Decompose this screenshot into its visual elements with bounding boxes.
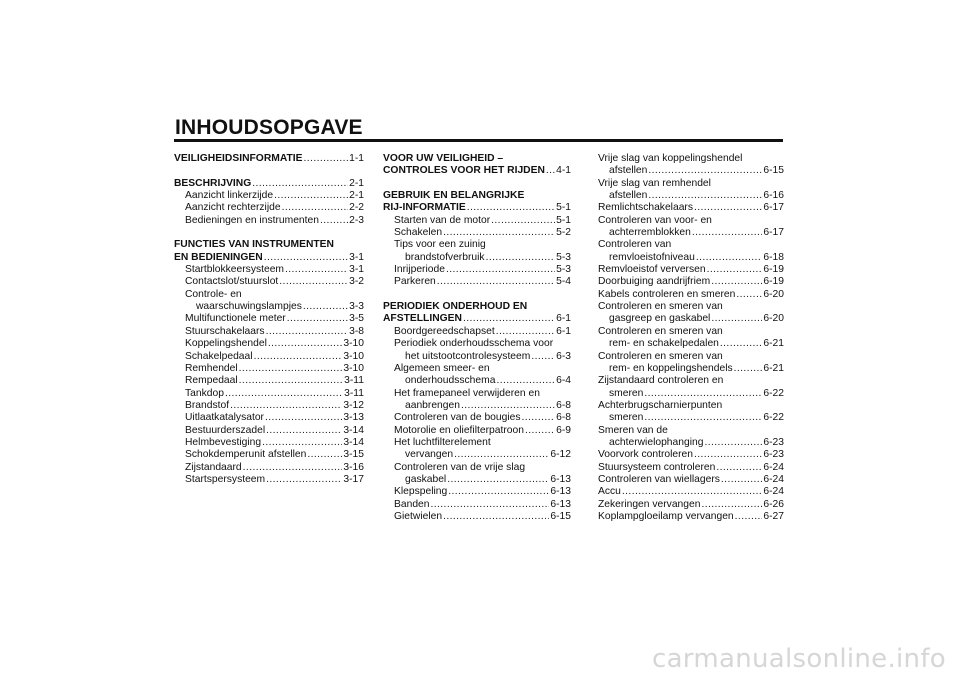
toc-entry-label: Contactslot/stuurslot xyxy=(185,276,279,288)
toc-entry-label: BESCHRIJVING xyxy=(174,177,252,189)
toc-entry[interactable] xyxy=(598,486,784,498)
toc-entry-label: Parkeren xyxy=(394,276,436,288)
toc-section-heading: VOOR UW VEILIGHEID – xyxy=(383,153,504,164)
toc-page-number: 6-15 xyxy=(763,165,784,177)
toc-page-number: 3-2 xyxy=(349,276,364,288)
toc-entry[interactable] xyxy=(174,351,364,363)
dot-leader xyxy=(736,289,762,301)
toc-entry-label: Multifunctionele meter xyxy=(185,313,286,325)
toc-column-3 xyxy=(598,153,784,523)
dot-leader xyxy=(711,276,762,288)
toc-entry[interactable] xyxy=(598,474,784,486)
toc-entry[interactable] xyxy=(383,486,571,498)
toc-text-line: Controleren en smeren van xyxy=(598,301,723,313)
toc-entry[interactable] xyxy=(598,202,784,214)
toc-entry[interactable] xyxy=(598,449,784,461)
toc-entry-label: Motorolie en oliefilterpatroon xyxy=(394,424,524,436)
dot-leader xyxy=(461,400,555,412)
toc-entry[interactable] xyxy=(174,264,364,276)
toc-entry-label: Banden xyxy=(394,498,430,510)
toc-entry[interactable] xyxy=(598,511,784,523)
dot-leader xyxy=(265,412,342,424)
toc-page-number: 6-8 xyxy=(556,412,571,424)
dot-leader xyxy=(491,215,555,227)
toc-page-number: 6-15 xyxy=(550,510,571,522)
toc-entry[interactable] xyxy=(174,375,364,387)
toc-page-number: 3-11 xyxy=(344,387,364,399)
toc-page-number: 5-1 xyxy=(556,202,571,214)
toc-page-number: 3-10 xyxy=(343,362,364,374)
toc-text-line: Controleren van voor- en xyxy=(598,214,712,226)
toc-entry[interactable] xyxy=(598,227,784,239)
dot-leader xyxy=(525,425,555,437)
toc-entry[interactable] xyxy=(598,499,784,511)
dot-leader xyxy=(304,153,349,165)
dot-leader xyxy=(274,190,348,202)
toc-entry[interactable] xyxy=(174,190,364,202)
toc-page-number: 6-18 xyxy=(763,251,784,263)
toc-entry-label: smeren xyxy=(609,412,644,424)
toc-entry-label: Helmbevestiging xyxy=(185,436,262,448)
toc-entry[interactable] xyxy=(598,165,784,177)
toc-entry[interactable] xyxy=(174,202,364,214)
toc-page-number: 3-5 xyxy=(349,313,364,325)
toc-entry-label: waarschuwingslampjes xyxy=(196,301,302,313)
dot-leader xyxy=(486,252,556,264)
dot-leader xyxy=(496,375,555,387)
section-gap xyxy=(174,165,364,177)
toc-entry-label: Uitlaatkatalysator xyxy=(185,412,264,424)
toc-text-line: Controleren van xyxy=(598,239,672,251)
toc-page-number: 6-16 xyxy=(763,190,784,202)
toc-page-number: 3-3 xyxy=(349,301,364,313)
toc-entry-label: Zijstandaard xyxy=(185,461,242,473)
dot-leader xyxy=(644,412,762,424)
toc-page-number: 2-1 xyxy=(349,177,364,189)
toc-entry-label: CONTROLES VOOR HET RIJDEN xyxy=(383,165,545,177)
dot-leader xyxy=(454,449,549,461)
toc-text-line: Algemeen smeer- en xyxy=(394,362,490,374)
toc-page-number: 6-1 xyxy=(556,313,571,325)
toc-page-number: 6-12 xyxy=(550,449,571,461)
toc-entry-label: Remlichtschakelaars xyxy=(598,202,693,214)
toc-entry[interactable] xyxy=(174,276,364,288)
toc-section-entry[interactable] xyxy=(383,165,571,177)
toc-entry-label: Aanzicht rechterzijde xyxy=(185,202,281,214)
dot-leader xyxy=(448,486,549,498)
dot-leader xyxy=(443,227,555,239)
toc-page-number: 5-3 xyxy=(556,264,571,276)
toc-entry[interactable] xyxy=(174,400,364,412)
toc-entry-label: Starten van de motor xyxy=(394,214,491,226)
dot-leader xyxy=(463,313,555,325)
toc-entry-label: Doorbuiging aandrijfriem xyxy=(598,276,711,288)
dot-leader xyxy=(230,400,342,412)
toc-entry-label: Aanzicht linkerzijde xyxy=(185,190,274,202)
toc-entry[interactable] xyxy=(174,462,364,474)
toc-entry[interactable] xyxy=(598,264,784,276)
toc-text-line: Smeren van de xyxy=(598,424,668,436)
dot-leader xyxy=(644,388,762,400)
toc-page-number: 5-4 xyxy=(556,276,571,288)
dot-leader xyxy=(704,437,762,449)
toc-page-number: 6-26 xyxy=(763,498,784,510)
toc-page-number: 3-14 xyxy=(343,424,364,436)
toc-page-number: 5-3 xyxy=(556,251,571,263)
dot-leader xyxy=(320,215,348,227)
toc-page-number: 6-13 xyxy=(550,473,571,485)
toc-entry-label: Schakelpedaal xyxy=(185,350,253,362)
toc-entry-label: EN BEDIENINGEN xyxy=(174,251,263,263)
toc-page-number: 6-24 xyxy=(763,461,784,473)
dot-leader xyxy=(648,190,762,202)
toc-page-number: 6-23 xyxy=(763,449,784,461)
toc-entry-label: remvloeistofniveau xyxy=(609,251,695,263)
toc-entry-label: Stuursysteem controleren xyxy=(598,461,716,473)
toc-page-number: 3-14 xyxy=(343,436,364,448)
toc-section-heading: PERIODIEK ONDERHOUD EN xyxy=(383,301,528,313)
dot-leader xyxy=(692,227,763,239)
toc-text-line: Zijstandaard controleren en xyxy=(598,375,724,387)
toc-text-line: Vrije slag van remhendel xyxy=(598,177,711,189)
dot-leader xyxy=(287,313,348,325)
dot-leader xyxy=(707,264,763,276)
toc-entry[interactable] xyxy=(383,375,571,387)
toc-text-line: Het luchtfilterelement xyxy=(394,436,491,448)
toc-page-number: 6-8 xyxy=(556,399,571,411)
toc-page-number: 3-1 xyxy=(349,264,364,276)
toc-text-line: Controleren en smeren van xyxy=(598,325,723,337)
toc-text-line: Controleren en smeren van xyxy=(598,350,723,362)
toc-page-number: 6-27 xyxy=(763,510,784,522)
toc-page-number: 3-16 xyxy=(343,461,364,473)
toc-entry-label: Boordgereedschapset xyxy=(394,325,495,337)
dot-leader xyxy=(239,375,343,387)
toc-entry[interactable] xyxy=(598,338,784,350)
toc-page-number: 6-21 xyxy=(763,338,784,350)
dot-leader xyxy=(721,474,762,486)
toc-entry-label: Startblokkeersysteem xyxy=(185,264,285,276)
toc-entry-label: Remhendel xyxy=(185,362,238,374)
toc-entry[interactable] xyxy=(383,425,571,437)
toc-entry[interactable] xyxy=(383,400,571,412)
toc-text-line: Periodiek onderhoudsschema voor xyxy=(394,338,554,350)
toc-text-line: Achterbrugscharnierpunten xyxy=(598,399,723,411)
toc-page-number: 6-21 xyxy=(763,362,784,374)
toc-entry[interactable] xyxy=(174,313,364,325)
dot-leader xyxy=(307,449,342,461)
toc-entry-label: Koppelingshendel xyxy=(185,338,267,350)
toc-page-number: 5-2 xyxy=(556,227,571,239)
toc-entry[interactable] xyxy=(598,388,784,400)
toc-entry-label: Koplampgloeilamp vervangen xyxy=(598,510,734,522)
dot-leader xyxy=(254,351,343,363)
toc-page-number: 2-3 xyxy=(349,214,364,226)
toc-section-entry[interactable] xyxy=(174,252,364,264)
toc-entry-label: het uitstootcontrolesysteem xyxy=(405,350,531,362)
dot-leader xyxy=(266,326,349,338)
dot-leader xyxy=(446,264,555,276)
dot-leader xyxy=(264,252,348,264)
dot-leader xyxy=(716,462,762,474)
toc-entry[interactable] xyxy=(383,449,571,461)
toc-page-number: 2-1 xyxy=(349,190,364,202)
toc-entry-label: brandstofverbruik xyxy=(405,251,485,263)
dot-leader xyxy=(431,499,550,511)
toc-entry[interactable] xyxy=(598,437,784,449)
toc-entry-label: Inrijperiode xyxy=(394,264,445,276)
toc-entry-label: RIJ-INFORMATIE xyxy=(383,202,466,214)
dot-leader xyxy=(268,338,343,350)
toc-page-number: 3-15 xyxy=(343,449,364,461)
toc-page-number: 3-10 xyxy=(343,338,364,350)
toc-entry[interactable] xyxy=(383,215,571,227)
title-underline xyxy=(174,139,783,142)
toc-page-number: 6-17 xyxy=(763,227,784,239)
dot-leader xyxy=(266,425,342,437)
toc-page-number: 2-2 xyxy=(349,202,364,214)
dot-leader xyxy=(239,363,343,375)
toc-entry[interactable] xyxy=(383,264,571,276)
toc-entry[interactable] xyxy=(383,499,571,511)
toc-text-line: Controleren van de vrije slag xyxy=(394,461,526,473)
toc-column-2 xyxy=(383,153,571,523)
toc-section-entry[interactable] xyxy=(383,313,571,325)
toc-entry[interactable] xyxy=(598,412,784,424)
toc-entry-label: Controleren van de bougies xyxy=(394,412,521,424)
toc-page-number: 6-22 xyxy=(763,412,784,424)
toc-section-entry[interactable] xyxy=(174,153,364,165)
toc-column-1 xyxy=(174,153,364,486)
toc-entry-label: Bedieningen en instrumenten xyxy=(185,214,319,226)
toc-entry-label: Zekeringen vervangen xyxy=(598,498,701,510)
toc-entry[interactable] xyxy=(383,326,571,338)
toc-entry[interactable] xyxy=(598,289,784,301)
toc-entry[interactable] xyxy=(174,449,364,461)
toc-entry-label: Remvloeistof verversen xyxy=(598,264,706,276)
dot-leader xyxy=(546,165,555,177)
toc-entry-label: Brandstof xyxy=(185,399,230,411)
toc-section-entry[interactable] xyxy=(383,202,571,214)
toc-page-number: 4-1 xyxy=(556,165,571,177)
toc-entry[interactable] xyxy=(174,338,364,350)
toc-entry-label: achterremblokken xyxy=(609,227,691,239)
toc-entry[interactable] xyxy=(174,301,364,313)
toc-entry[interactable] xyxy=(383,351,571,363)
toc-entry-label: Accu xyxy=(598,486,621,498)
toc-page-number: 6-13 xyxy=(550,486,571,498)
toc-page-number: 6-9 xyxy=(556,424,571,436)
toc-page-number: 3-1 xyxy=(349,251,364,263)
toc-page-number: 3-13 xyxy=(343,412,364,424)
dot-leader xyxy=(735,511,763,523)
toc-page-number: 6-24 xyxy=(763,473,784,485)
dot-leader xyxy=(285,264,348,276)
toc-page-number: 3-10 xyxy=(343,350,364,362)
toc-entry-label: Gietwielen xyxy=(394,510,443,522)
toc-page-number: 6-23 xyxy=(763,436,784,448)
dot-leader xyxy=(694,202,762,214)
dot-leader xyxy=(701,499,762,511)
toc-entry-label: VEILIGHEIDSINFORMATIE xyxy=(174,153,303,164)
toc-entry-label: Kabels controleren en smeren xyxy=(598,288,736,300)
toc-entry[interactable] xyxy=(383,276,571,288)
dot-leader xyxy=(734,363,763,375)
toc-entry-label: Schakelen xyxy=(394,227,443,239)
toc-entry-label: Stuurschakelaars xyxy=(185,325,265,337)
toc-text-line: Tips voor een zuinig xyxy=(394,239,486,251)
toc-page-number: 1-1 xyxy=(349,153,364,164)
toc-page-number: 6-24 xyxy=(763,486,784,498)
section-gap xyxy=(383,289,571,301)
toc-entry[interactable] xyxy=(598,462,784,474)
toc-entry[interactable] xyxy=(383,511,571,523)
toc-entry-label: Rempedaal xyxy=(185,375,238,387)
dot-leader xyxy=(437,276,555,288)
dot-leader xyxy=(696,252,763,264)
toc-page-number: 6-13 xyxy=(550,498,571,510)
toc-entry[interactable] xyxy=(174,437,364,449)
dot-leader xyxy=(531,351,555,363)
watermark: carmanualsonline.info xyxy=(651,644,946,674)
toc-entry-label: Voorvork controleren xyxy=(598,449,694,461)
toc-entry-label: smeren xyxy=(609,387,644,399)
dot-leader xyxy=(303,301,348,313)
toc-entry[interactable] xyxy=(598,313,784,325)
section-gap xyxy=(174,227,364,239)
dot-leader xyxy=(522,412,556,424)
dot-leader xyxy=(720,338,762,350)
dot-leader xyxy=(447,474,549,486)
toc-entry-label: AFSTELLINGEN xyxy=(383,313,462,325)
toc-entry-label: rem- en koppelingshendels xyxy=(609,362,733,374)
toc-page-number: 6-1 xyxy=(556,325,571,337)
dot-leader xyxy=(694,449,762,461)
toc-entry[interactable] xyxy=(174,388,364,400)
dot-leader xyxy=(225,388,343,400)
toc-entry[interactable] xyxy=(383,227,571,239)
toc-text-line: Vrije slag van koppelingshendel xyxy=(598,153,743,164)
toc-entry-label: rem- en schakelpedalen xyxy=(609,338,719,350)
toc-entry[interactable] xyxy=(598,190,784,202)
toc-entry[interactable] xyxy=(383,412,571,424)
dot-leader xyxy=(467,202,555,214)
toc-entry[interactable] xyxy=(174,363,364,375)
toc-entry-label: onderhoudsschema xyxy=(405,375,496,387)
toc-page-number: 6-19 xyxy=(763,264,784,276)
toc-entry[interactable] xyxy=(598,276,784,288)
section-gap xyxy=(383,178,571,190)
toc-entry-label: afstellen xyxy=(609,165,648,177)
toc-entry[interactable] xyxy=(383,252,571,264)
toc-page-number: 6-19 xyxy=(763,276,784,288)
toc-section-entry[interactable] xyxy=(174,178,364,190)
toc-entry-label: gasgreep en gaskabel xyxy=(609,313,711,325)
toc-page-number: 3-17 xyxy=(343,473,364,485)
toc-entry[interactable] xyxy=(174,326,364,338)
toc-entry-label: afstellen xyxy=(609,190,648,202)
toc-entry-label: Controleren van wiellagers xyxy=(598,473,720,485)
toc-section-heading: FUNCTIES VAN INSTRUMENTEN xyxy=(174,239,334,251)
toc-entry-label: Tankdop xyxy=(185,387,224,399)
dot-leader xyxy=(279,276,348,288)
dot-leader xyxy=(622,486,762,498)
toc-page-number: 3-11 xyxy=(344,375,364,387)
toc-entry[interactable] xyxy=(174,425,364,437)
toc-entry[interactable] xyxy=(174,215,364,227)
toc-page-number: 6-3 xyxy=(556,350,571,362)
toc-section-heading: GEBRUIK EN BELANGRIJKE xyxy=(383,190,525,202)
toc-page-number: 3-8 xyxy=(349,325,364,337)
toc-entry-label: gaskabel xyxy=(405,473,447,485)
toc-page-number: 6-20 xyxy=(763,313,784,325)
toc-page-number: 6-17 xyxy=(763,202,784,214)
toc-page-number: 5-1 xyxy=(556,214,571,226)
toc-entry-label: Schokdemperunit afstellen xyxy=(185,449,307,461)
dot-leader xyxy=(262,437,342,449)
toc-entry-label: Startspersysteem xyxy=(185,473,266,485)
toc-entry-label: vervangen xyxy=(405,449,454,461)
toc-entry-label: achterwielophanging xyxy=(609,436,704,448)
dot-leader xyxy=(443,511,549,523)
dot-leader xyxy=(243,462,343,474)
toc-entry[interactable] xyxy=(174,474,364,486)
toc-entry-label: Bestuurderszadel xyxy=(185,424,266,436)
page-title: INHOUDSOPGAVE xyxy=(175,116,363,139)
toc-page-number: 6-20 xyxy=(763,288,784,300)
toc-text-line: Controle- en xyxy=(185,288,242,300)
dot-leader xyxy=(496,326,555,338)
toc-page-number: 6-4 xyxy=(556,375,571,387)
dot-leader xyxy=(648,165,762,177)
toc-entry-label: aanbrengen xyxy=(405,399,460,411)
toc-page-number: 6-22 xyxy=(763,387,784,399)
dot-leader xyxy=(252,178,348,190)
toc-entry[interactable] xyxy=(383,474,571,486)
dot-leader xyxy=(711,313,762,325)
toc-text-line: Het framepaneel verwijderen en xyxy=(394,387,540,399)
toc-entry[interactable] xyxy=(174,412,364,424)
toc-entry[interactable] xyxy=(598,363,784,375)
dot-leader xyxy=(282,202,349,214)
toc-entry[interactable] xyxy=(598,252,784,264)
toc-page-number: 3-12 xyxy=(343,399,364,411)
toc-entry-label: Klepspeling xyxy=(394,486,448,498)
dot-leader xyxy=(266,474,342,486)
